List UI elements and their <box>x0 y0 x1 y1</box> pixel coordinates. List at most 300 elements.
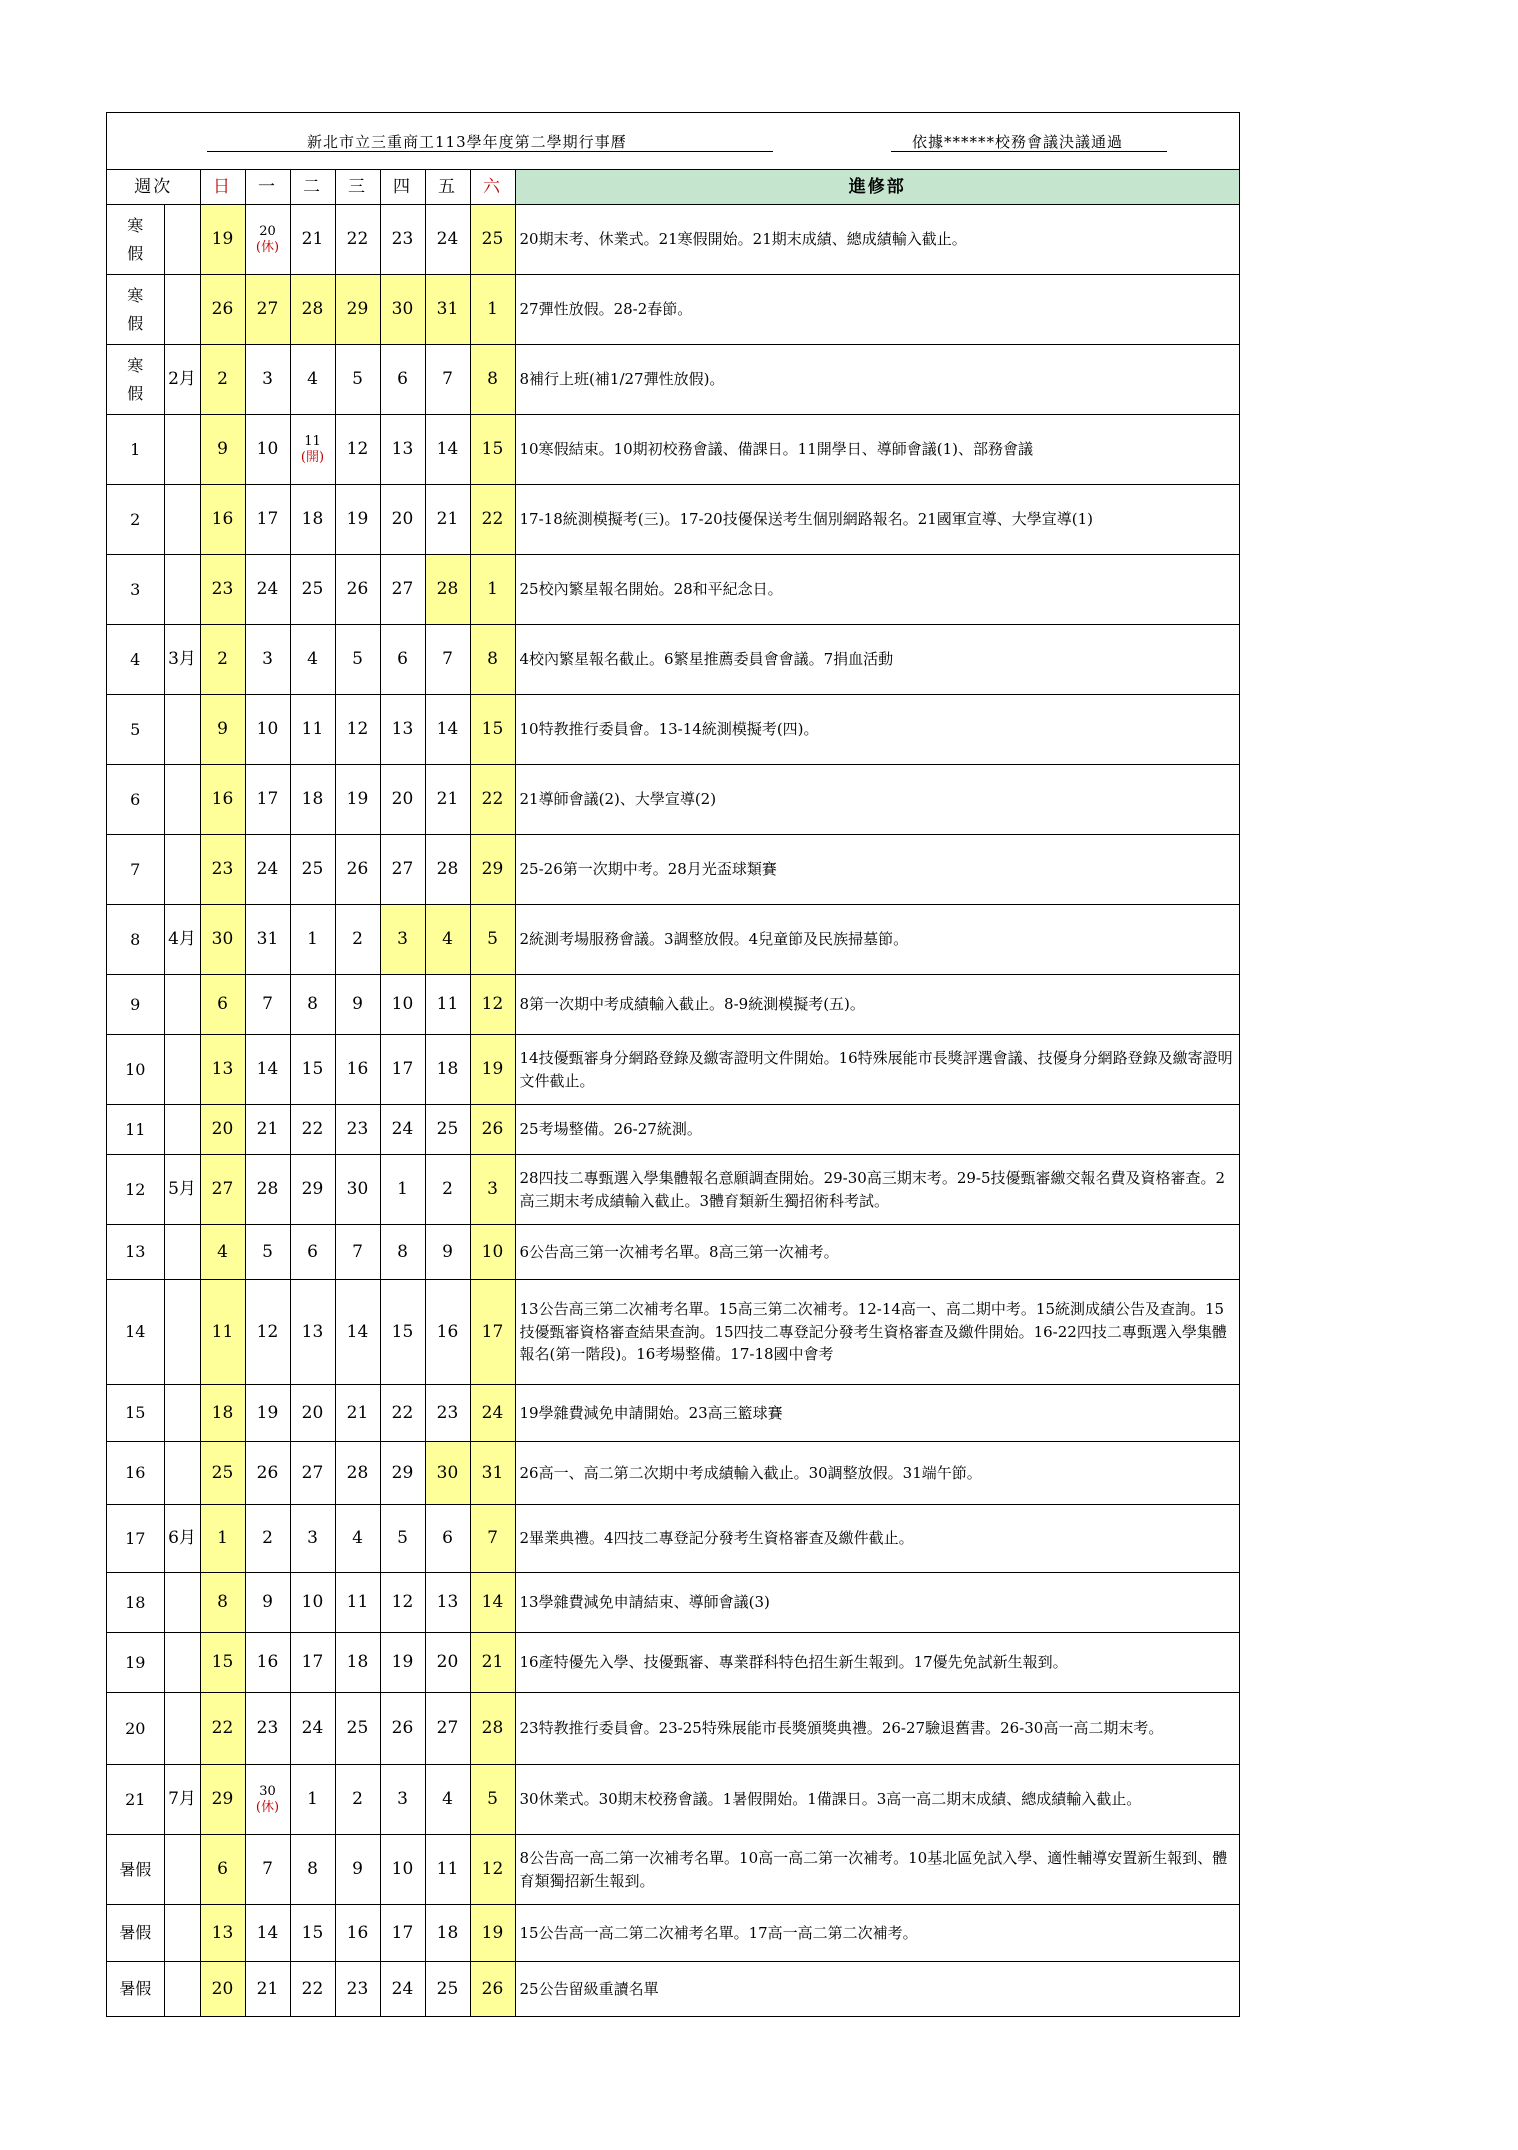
day-cell-sat: 26 <box>470 1962 515 2016</box>
day-cell-sat: 24 <box>470 1385 515 1442</box>
day-cell-fri: 14 <box>425 695 470 765</box>
month-label <box>164 765 200 835</box>
day-cell-sun: 20 <box>200 1962 245 2016</box>
week-number: 8 <box>107 905 164 975</box>
month-label <box>164 205 200 275</box>
week-number: 暑假 <box>107 1962 164 2016</box>
month-label <box>164 1225 200 1280</box>
day-cell-wed: 21 <box>335 1385 380 1442</box>
day-cell-thu: 20 <box>380 485 425 555</box>
day-cell-wed: 28 <box>335 1442 380 1505</box>
week-row <box>107 1693 1239 1765</box>
day-cell-tue: 1 <box>290 905 335 975</box>
day-cell-fri: 14 <box>425 415 470 485</box>
day-cell-sun: 6 <box>200 1835 245 1905</box>
week-row <box>107 835 1239 905</box>
day-cell-sun: 13 <box>200 1035 245 1105</box>
week-number: 11 <box>107 1105 164 1155</box>
week-number: 20 <box>107 1693 164 1765</box>
day-cell-mon: 12 <box>245 1280 290 1385</box>
week-row <box>107 905 1239 975</box>
day-cell-thu: 12 <box>380 1573 425 1633</box>
month-label: 3月 <box>164 625 200 695</box>
day-cell-mon: 9 <box>245 1573 290 1633</box>
month-label: 7月 <box>164 1765 200 1835</box>
event-description: 14技優甄審身分網路登錄及繳寄證明文件開始。16特殊展能市長獎評選會議、技優身分網路登錄及繳寄證明文件截止。 <box>515 1035 1239 1105</box>
event-description: 8補行上班(補1/27彈性放假)。 <box>515 345 1239 415</box>
day-cell-wed: 16 <box>335 1905 380 1962</box>
event-description: 25-26第一次期中考。28月光盃球類賽 <box>515 835 1239 905</box>
event-description: 19學雜費減免申請開始。23高三籃球賽 <box>515 1385 1239 1442</box>
day-header-fri: 五 <box>425 170 470 205</box>
day-cell-wed: 26 <box>335 835 380 905</box>
day-cell-thu: 24 <box>380 1962 425 2016</box>
day-header-sun: 日 <box>200 170 245 205</box>
day-note: (休) <box>255 239 280 255</box>
day-cell-fri: 25 <box>425 1962 470 2016</box>
day-cell-thu: 30 <box>380 275 425 345</box>
day-cell-sun: 1 <box>200 1505 245 1573</box>
day-cell-sun: 16 <box>200 485 245 555</box>
day-cell-sat: 5 <box>470 1765 515 1835</box>
day-note: (休) <box>255 1799 280 1815</box>
day-cell-thu: 27 <box>380 555 425 625</box>
week-row <box>107 975 1239 1035</box>
event-description: 13公告高三第二次補考名單。15高三第二次補考。12-14高一、高二期中考。15統測成績公告及查詢。15技優甄審資格審查結果查詢。15四技二專登記分發考生資格審查及繳件開始。16-22四技二專甄選入學集體報名(第一階段)。16考場整備。17-18國中會考 <box>515 1280 1239 1385</box>
week-row <box>107 485 1239 555</box>
day-cell-mon: 14 <box>245 1905 290 1962</box>
week-number: 19 <box>107 1633 164 1693</box>
day-cell-tue: 8 <box>290 1835 335 1905</box>
day-cell-sun: 13 <box>200 1905 245 1962</box>
day-cell-fri: 24 <box>425 205 470 275</box>
day-cell-mon: 10 <box>245 695 290 765</box>
day-cell-mon: 3 <box>245 625 290 695</box>
day-cell-mon: 7 <box>245 1835 290 1905</box>
day-cell-thu: 22 <box>380 1385 425 1442</box>
event-description: 25考場整備。26-27統測。 <box>515 1105 1239 1155</box>
day-cell-thu: 13 <box>380 695 425 765</box>
event-description: 2畢業典禮。4四技二專登記分發考生資格審查及繳件截止。 <box>515 1505 1239 1573</box>
calendar-title: 新北市立三重商工113學年度第二學期行事曆 <box>307 133 627 151</box>
week-number: 16 <box>107 1442 164 1505</box>
day-cell-fri: 21 <box>425 485 470 555</box>
header-row <box>107 170 1239 205</box>
day-cell-sat: 8 <box>470 625 515 695</box>
day-cell-sat: 19 <box>470 1035 515 1105</box>
day-cell-wed: 2 <box>335 1765 380 1835</box>
day-cell-tue: 3 <box>290 1505 335 1573</box>
day-header-tue: 二 <box>290 170 335 205</box>
day-cell-fri: 21 <box>425 765 470 835</box>
day-cell-mon: 17 <box>245 485 290 555</box>
week-row <box>107 1573 1239 1633</box>
day-header-mon: 一 <box>245 170 290 205</box>
week-row <box>107 1442 1239 1505</box>
day-cell-tue: 24 <box>290 1693 335 1765</box>
day-cell-wed: 16 <box>335 1035 380 1105</box>
day-cell-wed: 2 <box>335 905 380 975</box>
week-number: 17 <box>107 1505 164 1573</box>
week-number: 2 <box>107 485 164 555</box>
day-cell-fri: 2 <box>425 1155 470 1225</box>
month-label <box>164 275 200 345</box>
day-header-sat: 六 <box>470 170 515 205</box>
event-description: 25校內繁星報名開始。28和平紀念日。 <box>515 555 1239 625</box>
week-number: 暑假 <box>107 1835 164 1905</box>
day-cell-wed: 11 <box>335 1573 380 1633</box>
day-cell-tue: 10 <box>290 1573 335 1633</box>
day-cell-sat: 25 <box>470 205 515 275</box>
week-row <box>107 345 1239 415</box>
day-cell-thu: 15 <box>380 1280 425 1385</box>
event-description: 17-18統測模擬考(三)。17-20技優保送考生個別網路報名。21國軍宣導、大學宣導(1) <box>515 485 1239 555</box>
week-header: 週次 <box>107 170 200 205</box>
day-cell-mon: 14 <box>245 1035 290 1105</box>
day-cell-mon: 7 <box>245 975 290 1035</box>
day-cell-fri: 4 <box>425 1765 470 1835</box>
day-cell-mon <box>245 205 290 275</box>
day-cell-thu: 3 <box>380 1765 425 1835</box>
event-description: 30休業式。30期末校務會議。1暑假開始。1備課日。3高一高二期末成績、總成績輸入截止。 <box>515 1765 1239 1835</box>
day-cell-sat: 22 <box>470 765 515 835</box>
day-cell-tue: 4 <box>290 625 335 695</box>
day-number: 20 <box>259 223 276 239</box>
week-number <box>107 205 164 275</box>
week-number <box>107 275 164 345</box>
week-number: 14 <box>107 1280 164 1385</box>
day-cell-fri: 25 <box>425 1105 470 1155</box>
approval-note: 依據******校務會議決議通過 <box>912 133 1124 151</box>
week-number: 6 <box>107 765 164 835</box>
day-cell-sun: 9 <box>200 695 245 765</box>
day-cell-sun: 19 <box>200 205 245 275</box>
day-cell-fri: 30 <box>425 1442 470 1505</box>
day-cell-tue: 4 <box>290 345 335 415</box>
day-cell-wed: 30 <box>335 1155 380 1225</box>
event-description: 20期末考、休業式。21寒假開始。21期末成績、總成績輸入截止。 <box>515 205 1239 275</box>
event-description: 25公告留級重讀名單 <box>515 1962 1239 2016</box>
day-cell-thu: 19 <box>380 1633 425 1693</box>
day-cell-thu: 23 <box>380 205 425 275</box>
day-cell-mon: 19 <box>245 1385 290 1442</box>
day-cell-thu: 24 <box>380 1105 425 1155</box>
week-label-vertical: 寒假 <box>127 216 144 263</box>
day-cell-sat: 19 <box>470 1905 515 1962</box>
day-cell-sun: 25 <box>200 1442 245 1505</box>
day-cell-sun: 6 <box>200 975 245 1035</box>
day-cell-tue: 28 <box>290 275 335 345</box>
day-cell-sat: 31 <box>470 1442 515 1505</box>
day-cell-thu: 26 <box>380 1693 425 1765</box>
week-row <box>107 275 1239 345</box>
day-cell-sun: 23 <box>200 835 245 905</box>
day-cell-thu: 13 <box>380 415 425 485</box>
day-cell-wed: 14 <box>335 1280 380 1385</box>
day-cell-fri: 11 <box>425 1835 470 1905</box>
day-cell-tue: 18 <box>290 765 335 835</box>
week-number: 暑假 <box>107 1905 164 1962</box>
day-cell-sat: 12 <box>470 1835 515 1905</box>
week-number: 7 <box>107 835 164 905</box>
day-cell-wed: 9 <box>335 1835 380 1905</box>
event-description: 8第一次期中考成績輸入截止。8-9統測模擬考(五)。 <box>515 975 1239 1035</box>
day-number: 30 <box>259 1783 276 1799</box>
event-description: 4校內繁星報名截止。6繁星推薦委員會會議。7捐血活動 <box>515 625 1239 695</box>
day-cell-mon: 17 <box>245 765 290 835</box>
month-label: 2月 <box>164 345 200 415</box>
day-cell-wed: 7 <box>335 1225 380 1280</box>
month-label: 5月 <box>164 1155 200 1225</box>
day-cell-sun: 4 <box>200 1225 245 1280</box>
day-cell-tue: 6 <box>290 1225 335 1280</box>
day-cell-mon: 26 <box>245 1442 290 1505</box>
event-description: 21導師會議(2)、大學宣導(2) <box>515 765 1239 835</box>
day-note: (開) <box>300 449 325 465</box>
day-cell-fri: 4 <box>425 905 470 975</box>
day-cell-thu: 10 <box>380 1835 425 1905</box>
event-description: 26高一、高二第二次期中考成績輸入截止。30調整放假。31端午節。 <box>515 1442 1239 1505</box>
day-cell-mon: 28 <box>245 1155 290 1225</box>
event-description: 16產特優先入學、技優甄審、專業群科特色招生新生報到。17優先免試新生報到。 <box>515 1633 1239 1693</box>
day-cell-tue: 29 <box>290 1155 335 1225</box>
month-label <box>164 1573 200 1633</box>
month-label <box>164 1633 200 1693</box>
day-cell-mon: 16 <box>245 1633 290 1693</box>
week-row <box>107 1225 1239 1280</box>
month-label <box>164 1905 200 1962</box>
day-cell-wed: 12 <box>335 415 380 485</box>
day-cell-sun: 15 <box>200 1633 245 1693</box>
day-cell-wed: 23 <box>335 1962 380 2016</box>
day-cell-mon: 27 <box>245 275 290 345</box>
event-description: 6公告高三第一次補考名單。8高三第一次補考。 <box>515 1225 1239 1280</box>
day-cell-sat: 26 <box>470 1105 515 1155</box>
day-cell-tue: 22 <box>290 1962 335 2016</box>
day-cell-tue: 15 <box>290 1035 335 1105</box>
week-label-vertical: 寒假 <box>127 286 144 333</box>
day-cell-thu: 29 <box>380 1442 425 1505</box>
day-cell-fri: 7 <box>425 625 470 695</box>
week-row <box>107 1155 1239 1225</box>
day-cell-sun: 18 <box>200 1385 245 1442</box>
day-cell-sun: 29 <box>200 1765 245 1835</box>
week-number: 5 <box>107 695 164 765</box>
day-cell-mon: 24 <box>245 835 290 905</box>
day-cell-sat: 17 <box>470 1280 515 1385</box>
day-cell-thu: 27 <box>380 835 425 905</box>
week-label-vertical: 寒假 <box>127 356 144 403</box>
day-cell-mon: 5 <box>245 1225 290 1280</box>
day-cell-tue: 11 <box>290 695 335 765</box>
day-cell-sun: 30 <box>200 905 245 975</box>
week-number: 10 <box>107 1035 164 1105</box>
day-cell-fri: 6 <box>425 1505 470 1573</box>
day-cell-wed: 18 <box>335 1633 380 1693</box>
day-cell-sat: 1 <box>470 555 515 625</box>
month-label <box>164 1693 200 1765</box>
day-cell-sat: 15 <box>470 415 515 485</box>
day-cell-thu: 20 <box>380 765 425 835</box>
day-cell-thu: 1 <box>380 1155 425 1225</box>
week-row <box>107 1035 1239 1105</box>
event-description: 10寒假結束。10期初校務會議、備課日。11開學日、導師會議(1)、部務會議 <box>515 415 1239 485</box>
day-cell-tue: 17 <box>290 1633 335 1693</box>
week-row <box>107 415 1239 485</box>
week-row <box>107 1765 1239 1835</box>
day-cell-fri: 27 <box>425 1693 470 1765</box>
day-cell-wed: 25 <box>335 1693 380 1765</box>
month-label: 4月 <box>164 905 200 975</box>
event-description: 8公告高一高二第一次補考名單。10高一高二第一次補考。10基北區免試入學、適性輔導安置新生報到、體育類獨招新生報到。 <box>515 1835 1239 1905</box>
day-cell-fri: 18 <box>425 1905 470 1962</box>
day-cell-sat: 12 <box>470 975 515 1035</box>
week-number: 12 <box>107 1155 164 1225</box>
month-label <box>164 1280 200 1385</box>
event-description: 23特教推行委員會。23-25特殊展能市長獎頒獎典禮。26-27驗退舊書。26-30高一高二期末考。 <box>515 1693 1239 1765</box>
day-cell-thu: 5 <box>380 1505 425 1573</box>
day-cell-thu: 6 <box>380 345 425 415</box>
day-cell-wed: 22 <box>335 205 380 275</box>
day-cell-tue: 20 <box>290 1385 335 1442</box>
day-cell-fri: 23 <box>425 1385 470 1442</box>
week-number: 13 <box>107 1225 164 1280</box>
day-cell-thu: 10 <box>380 975 425 1035</box>
day-cell-tue: 18 <box>290 485 335 555</box>
day-cell-sun: 8 <box>200 1573 245 1633</box>
day-cell-sun: 20 <box>200 1105 245 1155</box>
day-cell-mon: 24 <box>245 555 290 625</box>
event-description: 13學雜費減免申請結束、導師會議(3) <box>515 1573 1239 1633</box>
month-label <box>164 1835 200 1905</box>
day-cell-tue: 13 <box>290 1280 335 1385</box>
month-label <box>164 835 200 905</box>
week-number: 21 <box>107 1765 164 1835</box>
section-header: 進修部 <box>515 170 1239 205</box>
week-row <box>107 1105 1239 1155</box>
day-cell-sun: 16 <box>200 765 245 835</box>
day-cell-fri: 20 <box>425 1633 470 1693</box>
day-cell-sat: 21 <box>470 1633 515 1693</box>
week-row <box>107 1962 1239 2016</box>
week-number: 3 <box>107 555 164 625</box>
day-cell-sun: 27 <box>200 1155 245 1225</box>
day-cell-wed: 5 <box>335 345 380 415</box>
month-label <box>164 485 200 555</box>
day-cell-sat: 7 <box>470 1505 515 1573</box>
day-cell-sat: 5 <box>470 905 515 975</box>
day-cell-sat: 8 <box>470 345 515 415</box>
day-cell-sat: 1 <box>470 275 515 345</box>
week-row <box>107 1385 1239 1442</box>
week-row <box>107 1633 1239 1693</box>
day-cell-wed: 19 <box>335 765 380 835</box>
week-row <box>107 205 1239 275</box>
day-cell-wed: 9 <box>335 975 380 1035</box>
day-cell-thu: 6 <box>380 625 425 695</box>
day-cell-sun: 23 <box>200 555 245 625</box>
day-cell-fri: 16 <box>425 1280 470 1385</box>
month-label <box>164 415 200 485</box>
week-number: 1 <box>107 415 164 485</box>
week-row <box>107 625 1239 695</box>
week-number: 18 <box>107 1573 164 1633</box>
day-cell-fri: 9 <box>425 1225 470 1280</box>
day-cell-sun: 22 <box>200 1693 245 1765</box>
week-number: 9 <box>107 975 164 1035</box>
event-description: 2統測考場服務會議。3調整放假。4兒童節及民族掃墓節。 <box>515 905 1239 975</box>
day-cell-tue: 21 <box>290 205 335 275</box>
day-cell-sat: 28 <box>470 1693 515 1765</box>
month-label <box>164 695 200 765</box>
day-cell-sat: 10 <box>470 1225 515 1280</box>
day-cell-mon: 10 <box>245 415 290 485</box>
month-label <box>164 975 200 1035</box>
day-header-thu: 四 <box>380 170 425 205</box>
month-label: 6月 <box>164 1505 200 1573</box>
event-description: 15公告高一高二第二次補考名單。17高一高二第二次補考。 <box>515 1905 1239 1962</box>
event-description: 27彈性放假。28-2春節。 <box>515 275 1239 345</box>
day-cell-mon: 31 <box>245 905 290 975</box>
day-cell-mon: 21 <box>245 1962 290 2016</box>
day-cell-wed: 26 <box>335 555 380 625</box>
day-cell-mon <box>245 1765 290 1835</box>
day-number: 11 <box>304 433 321 449</box>
day-cell-sun: 9 <box>200 415 245 485</box>
day-cell-sat: 15 <box>470 695 515 765</box>
week-row <box>107 1280 1239 1385</box>
event-description: 28四技二專甄選入學集體報名意願調查開始。29-30高三期末考。29-5技優甄審繳交報名費及資格審查。2高三期末考成績輸入截止。3體育類新生獨招術科考試。 <box>515 1155 1239 1225</box>
day-cell-tue: 25 <box>290 555 335 625</box>
day-cell-sun: 11 <box>200 1280 245 1385</box>
week-number: 4 <box>107 625 164 695</box>
week-row <box>107 1835 1239 1905</box>
month-label <box>164 1385 200 1442</box>
day-cell-fri: 11 <box>425 975 470 1035</box>
day-cell-fri: 28 <box>425 835 470 905</box>
week-row <box>107 1905 1239 1962</box>
day-cell-tue: 8 <box>290 975 335 1035</box>
day-cell-tue: 1 <box>290 1765 335 1835</box>
day-cell-thu: 8 <box>380 1225 425 1280</box>
day-cell-fri: 7 <box>425 345 470 415</box>
day-cell-tue: 27 <box>290 1442 335 1505</box>
event-description: 10特教推行委員會。13-14統測模擬考(四)。 <box>515 695 1239 765</box>
month-label <box>164 1105 200 1155</box>
day-cell-thu: 17 <box>380 1905 425 1962</box>
day-cell-fri: 28 <box>425 555 470 625</box>
day-cell-wed: 19 <box>335 485 380 555</box>
title-row <box>107 113 1239 170</box>
day-cell-sat: 14 <box>470 1573 515 1633</box>
week-number: 15 <box>107 1385 164 1442</box>
day-cell-fri: 31 <box>425 275 470 345</box>
day-cell-sun: 2 <box>200 625 245 695</box>
day-header-wed: 三 <box>335 170 380 205</box>
week-row <box>107 1505 1239 1573</box>
day-cell-fri: 18 <box>425 1035 470 1105</box>
week-row <box>107 695 1239 765</box>
day-cell-mon: 3 <box>245 345 290 415</box>
day-cell-tue: 15 <box>290 1905 335 1962</box>
calendar-table <box>107 170 1239 2016</box>
week-number <box>107 345 164 415</box>
month-label <box>164 1962 200 2016</box>
month-label <box>164 555 200 625</box>
day-cell-wed: 5 <box>335 625 380 695</box>
day-cell-sun: 26 <box>200 275 245 345</box>
week-row <box>107 765 1239 835</box>
